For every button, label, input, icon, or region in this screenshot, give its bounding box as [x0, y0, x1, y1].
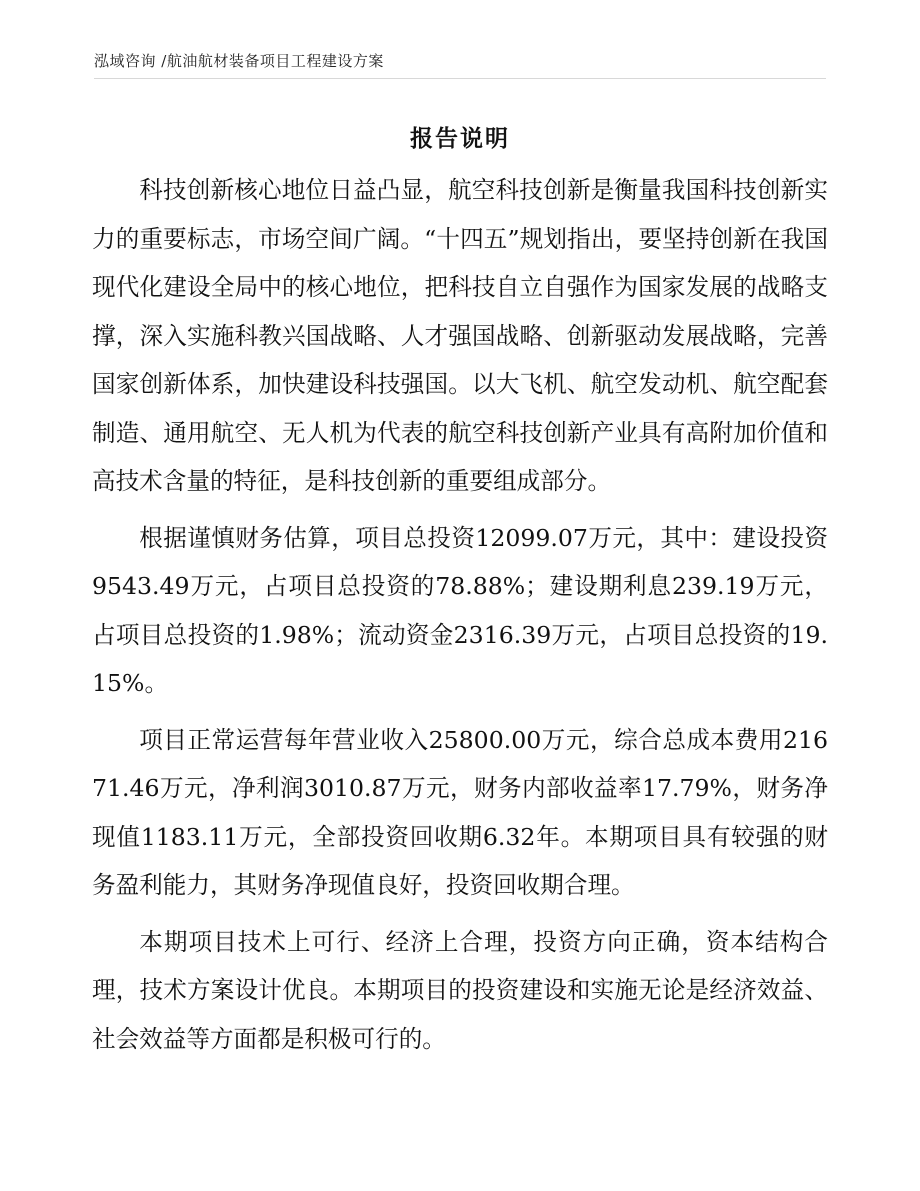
paragraph-financials: 项目正常运营每年营业收入25800.00万元，综合总成本费用21671.46万元，净利润3010.87万元，财务内部收益率17.79%，财务净现值1183.11万元，全部投资回收期6.32年。本期项目具有较强的财务盈利能力，其财务净现值良好，投资回收期合理。: [92, 725, 828, 899]
report-body: [92, 166, 828, 1071]
running-header: 泓域咨询 /航油航材装备项目工程建设方案: [94, 52, 384, 70]
paragraph-conclusion: 本期项目技术上可行、经济上合理，投资方向正确，资本结构合理，技术方案设计优良。本期项目的投资建设和实施无论是经济效益、社会效益等方面都是积极可行的。: [92, 927, 828, 1053]
header-divider: [94, 78, 826, 79]
page-title: 报告说明: [410, 125, 510, 152]
paragraph-investment: 根据谨慎财务估算，项目总投资12099.07万元，其中：建设投资9543.49万元，占项目总投资的78.88%；建设期利息239.19万元，占项目总投资的1.98%；流动资金2316.39万元，占项目总投资的19.15%。: [92, 523, 828, 697]
paragraph-background: 科技创新核心地位日益凸显，航空科技创新是衡量我国科技创新实力的重要标志，市场空间广阔。“十四五”规划指出，要坚持创新在我国现代化建设全局中的核心地位，把科技自立自强作为国家发展的战略支撑，深入实施科教兴国战略、人才强国战略、创新驱动发展战略，完善国家创新体系，加快建设科技强国。以大飞机、航空发动机、航空配套制造、通用航空、无人机为代表的航空科技创新产业具有高附加价值和高技术含量的特征，是科技创新的重要组成部分。: [92, 176, 828, 495]
